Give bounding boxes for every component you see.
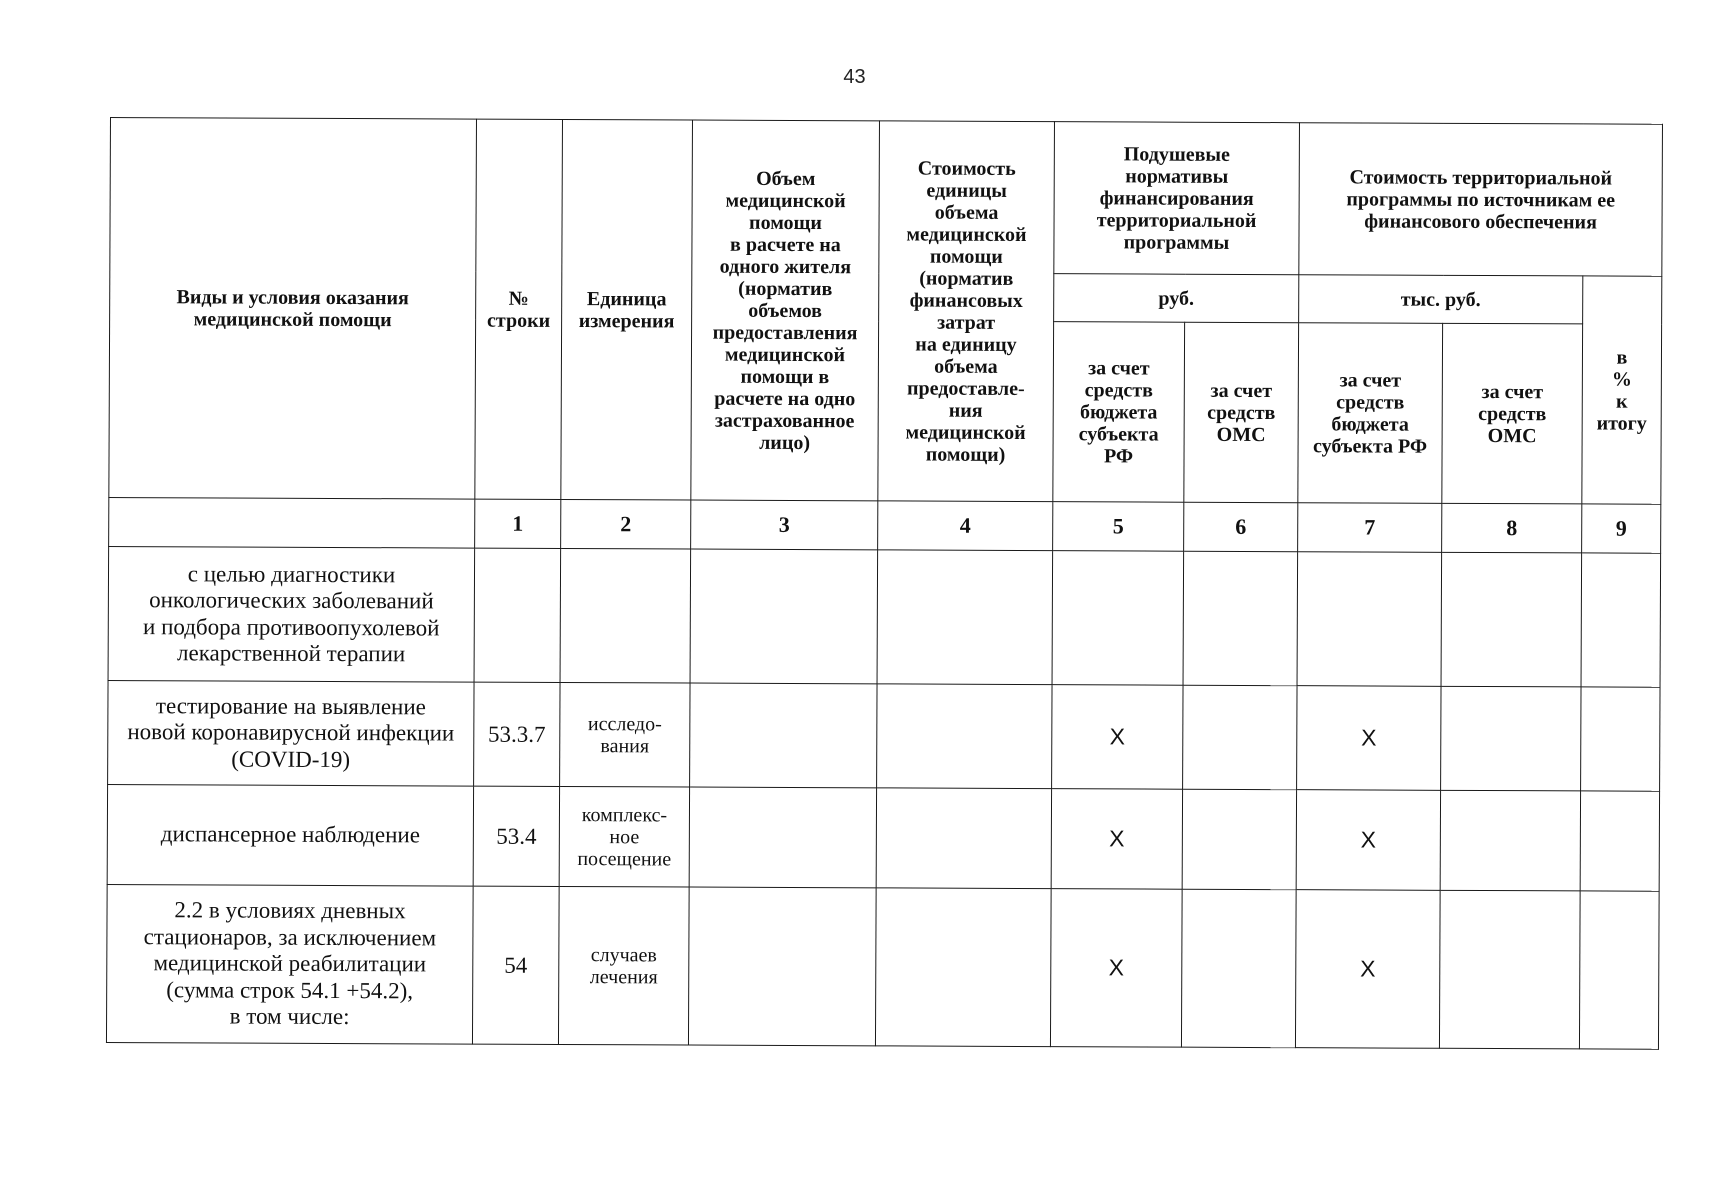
row-cell-volume — [690, 549, 878, 684]
column-number: 3 — [691, 500, 878, 550]
row-name: диспансерное наблюдение — [107, 784, 473, 886]
header-volume: Объем медицинской помощи в расчете на одного жителя (норматив объемов предоставления медицинской помощи в расчете на одно застрахованное лицо) — [691, 120, 880, 501]
row-cell-oms-thous — [1440, 790, 1580, 891]
row-cell-oms-rub — [1183, 685, 1297, 789]
row-cell-budget-rub: X — [1050, 889, 1182, 1048]
row-cell-budget-rub: X — [1052, 685, 1183, 790]
row-number: 54 — [472, 886, 559, 1044]
row-cell-percent — [1581, 553, 1661, 687]
header-unit: Единица измерения — [561, 119, 693, 500]
row-cell-volume — [688, 887, 876, 1046]
row-cell-volume — [690, 683, 877, 788]
row-cell-cost — [875, 888, 1051, 1047]
row-cell-volume — [689, 787, 876, 888]
row-name: тестирование на выявление новой коронавирусной инфекции (COVID-19) — [108, 680, 474, 786]
row-cell-oms-thous — [1439, 890, 1580, 1049]
row-number — [474, 548, 561, 682]
row-cell-oms-rub — [1182, 789, 1296, 889]
table-row — [106, 884, 1659, 1049]
row-cell-percent — [1579, 891, 1659, 1049]
column-number: 9 — [1582, 504, 1661, 553]
header-oms-thous: за счет средств ОМС — [1442, 323, 1583, 504]
header-budget-rub: за счет средств бюджета субъекта РФ — [1053, 322, 1185, 503]
financing-table — [106, 117, 1663, 1050]
row-cell-budget-thous: X — [1295, 890, 1440, 1049]
row-cell-oms-thous — [1441, 552, 1582, 687]
header-oms-rub: за счет средств ОМС — [1184, 322, 1299, 502]
column-number: 1 — [475, 499, 561, 548]
header-types: Виды и условия оказания медицинской помощи — [109, 118, 477, 500]
row-cell-cost — [877, 550, 1053, 685]
header-row-number: № строки — [475, 119, 563, 499]
column-number — [109, 497, 475, 548]
header-percent: в % к итогу — [1582, 276, 1662, 504]
header-program-cost: Стоимость территориальной программы по источникам ее финансового обеспечения — [1299, 123, 1663, 277]
row-number: 53.4 — [473, 786, 559, 886]
column-number: 8 — [1442, 503, 1582, 553]
row-cell-budget-thous: X — [1297, 686, 1441, 791]
column-number: 7 — [1298, 503, 1442, 553]
header-budget-thous: за счет средств бюджета субъекта РФ — [1298, 323, 1443, 504]
table-row — [108, 546, 1661, 687]
header-rub: руб. — [1054, 274, 1299, 323]
column-number: 4 — [878, 501, 1053, 551]
row-cell-budget-rub — [1052, 551, 1184, 686]
row-cell-budget-rub: X — [1051, 789, 1182, 890]
page-number: 43 — [843, 66, 866, 88]
row-cell-oms-rub — [1183, 551, 1298, 685]
row-name: с целью диагностики онкологических заболеваний и подбора противоопухолевой лекарственной терапии — [108, 546, 475, 682]
row-unit: комплекс- ное посещение — [559, 786, 689, 887]
column-number: 2 — [561, 499, 691, 549]
row-number: 53.3.7 — [474, 682, 560, 786]
header-row-1 — [110, 118, 1663, 277]
row-cell-budget-thous — [1297, 552, 1442, 687]
header-thous-rub: тыс. руб. — [1299, 275, 1583, 324]
row-cell-percent — [1580, 791, 1659, 891]
table-row — [107, 784, 1659, 891]
row-cell-cost — [877, 684, 1052, 789]
header-unit-cost: Стоимость единицы объема медицинской помощи (норматив финансовых затрат на единицу объема предоставле- ния медицинской помощи) — [878, 121, 1055, 502]
column-number-row — [109, 497, 1661, 553]
table-row — [108, 680, 1660, 791]
column-number: 5 — [1053, 502, 1184, 552]
row-cell-oms-thous — [1441, 686, 1581, 791]
row-unit — [560, 548, 691, 683]
row-unit: исследо- вания — [560, 682, 690, 787]
row-name: 2.2 в условиях дневных стационаров, за исключением медицинской реабилитации (сумма строк 54.1 +54.2), в том числе: — [106, 884, 473, 1044]
column-number: 6 — [1184, 502, 1298, 551]
row-cell-oms-rub — [1181, 889, 1296, 1047]
row-unit: случаев лечения — [558, 886, 689, 1045]
row-cell-budget-thous: X — [1296, 790, 1440, 891]
row-cell-percent — [1581, 687, 1660, 791]
row-cell-cost — [876, 788, 1051, 889]
header-per-capita: Подушевые нормативы финансирования территориальной программы — [1054, 122, 1300, 275]
